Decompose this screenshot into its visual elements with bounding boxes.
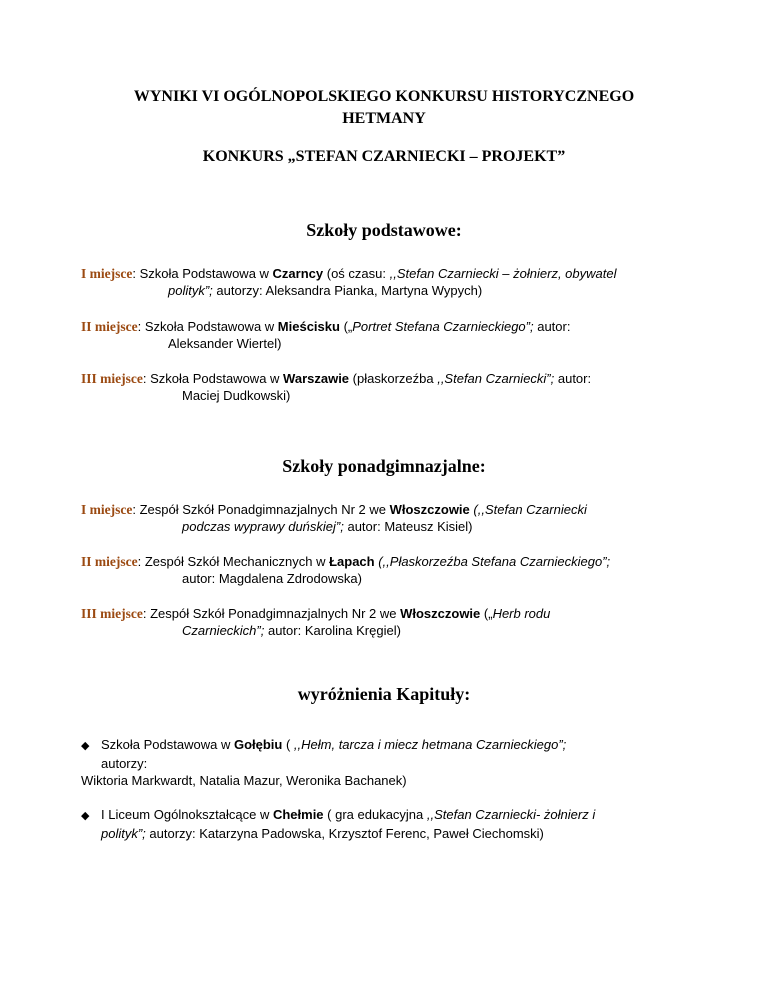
section-heading-secondary-schools: Szkoły ponadgimnazjalne: xyxy=(282,456,486,476)
document-title-line-1: WYNIKI VI OGÓLNOPOLSKIEGO KONKURSU HISTORYCZNEGO xyxy=(133,88,635,105)
diamond-bullet-icon: ◆ xyxy=(81,810,90,822)
authors: autor: Magdalena Zdrodowska) xyxy=(182,571,362,586)
document-title-line-2: HETMANY xyxy=(342,110,426,127)
school-name: : Szkoła Podstawowa w xyxy=(142,371,284,386)
work-prefix: (płaskorzeźba xyxy=(349,371,438,386)
school-name: : Zespół Szkół Ponadgimnazjalnych Nr 2 we xyxy=(132,502,390,517)
school-name: : Szkoła Podstawowa w xyxy=(137,319,278,334)
work-title: ,,Stefan Czarniecki- żołnierz i xyxy=(426,807,596,822)
place-label: III miejsce xyxy=(81,606,143,621)
authors-label: autor: xyxy=(533,319,571,334)
result-entry xyxy=(81,318,681,352)
school-city: Chełmie xyxy=(272,807,324,822)
place-label: I miejsce xyxy=(81,502,133,517)
work-prefix: ( xyxy=(282,737,294,752)
work-title: Herb rodu xyxy=(492,606,551,621)
contest-title: KONKURS „STEFAN CZARNIECKI – PROJEKT” xyxy=(202,148,566,165)
authors: Aleksander Wiertel) xyxy=(168,336,282,351)
work-title: ,,Stefan Czarniecki – żołnierz, obywatel xyxy=(389,266,617,281)
authors-label: autor: xyxy=(554,371,592,386)
school-city: Warszawie xyxy=(283,371,350,386)
section-heading-primary-schools: Szkoły podstawowe: xyxy=(306,220,462,240)
diamond-bullet-icon: ◆ xyxy=(81,740,90,752)
result-entry xyxy=(81,605,681,639)
result-entry xyxy=(81,370,681,404)
place-label: III miejsce xyxy=(81,371,143,386)
result-entry xyxy=(81,553,681,587)
honor-entry xyxy=(81,736,721,789)
work-prefix: ( gra edukacyjna xyxy=(323,807,427,822)
place-label: II miejsce xyxy=(81,554,138,569)
authors-label: autorzy: xyxy=(101,756,148,771)
work-title-cont: Czarnieckich”; xyxy=(182,623,265,638)
work-title-cont: polityk”; xyxy=(168,283,213,298)
authors: autorzy: Aleksandra Pianka, Martyna Wypych) xyxy=(212,283,483,298)
authors: autor: Karolina Kręgiel) xyxy=(264,623,401,638)
authors: Maciej Dudkowski) xyxy=(182,388,291,403)
school-city: Gołębiu xyxy=(233,737,283,752)
work-title-cont: polityk”; xyxy=(101,826,146,841)
school-city: Czarncy xyxy=(272,266,324,281)
place-label: I miejsce xyxy=(81,266,133,281)
work-title: (,,Stefan Czarniecki xyxy=(473,502,587,517)
work-title: ,,Hełm, tarcza i miecz hetmana Czarnieckiego”; xyxy=(293,737,567,752)
school-name: : Zespół Szkół Ponadgimnazjalnych Nr 2 we xyxy=(142,606,401,621)
school-name: Szkoła Podstawowa w xyxy=(101,737,234,752)
authors: autorzy: Katarzyna Padowska, Krzysztof Ferenc, Paweł Ciechomski) xyxy=(145,826,544,841)
school-city: Mieścisku xyxy=(277,319,340,334)
work-title: Portret Stefana Czarnieckiego”; xyxy=(352,319,534,334)
authors: autor: Mateusz Kisiel) xyxy=(343,519,473,534)
authors: Wiktoria Markwardt, Natalia Mazur, Weronika Bachanek) xyxy=(81,773,407,788)
school-city: Łapach xyxy=(329,554,375,569)
school-name: I Liceum Ogólnokształcące w xyxy=(101,807,273,822)
work-prefix: („ xyxy=(480,606,493,621)
work-title: (,,Płaskorzeźba Stefana Czarnieckiego”; xyxy=(378,554,611,569)
school-name: : Zespół Szkół Mechanicznych w xyxy=(137,554,330,569)
honor-entry xyxy=(81,806,721,842)
work-prefix: („ xyxy=(339,319,353,334)
school-city: Włoszczowie xyxy=(389,502,470,517)
result-entry xyxy=(81,265,681,299)
school-name: : Szkoła Podstawowa w xyxy=(132,266,273,281)
work-prefix: (oś czasu: xyxy=(323,266,390,281)
work-title: ,,Stefan Czarniecki”; xyxy=(437,371,555,386)
work-title-cont: podczas wyprawy duńskiej”; xyxy=(182,519,344,534)
school-city: Włoszczowie xyxy=(400,606,481,621)
section-heading-honors: wyróżnienia Kapituły: xyxy=(297,684,471,704)
result-entry xyxy=(81,501,681,535)
place-label: II miejsce xyxy=(81,319,138,334)
